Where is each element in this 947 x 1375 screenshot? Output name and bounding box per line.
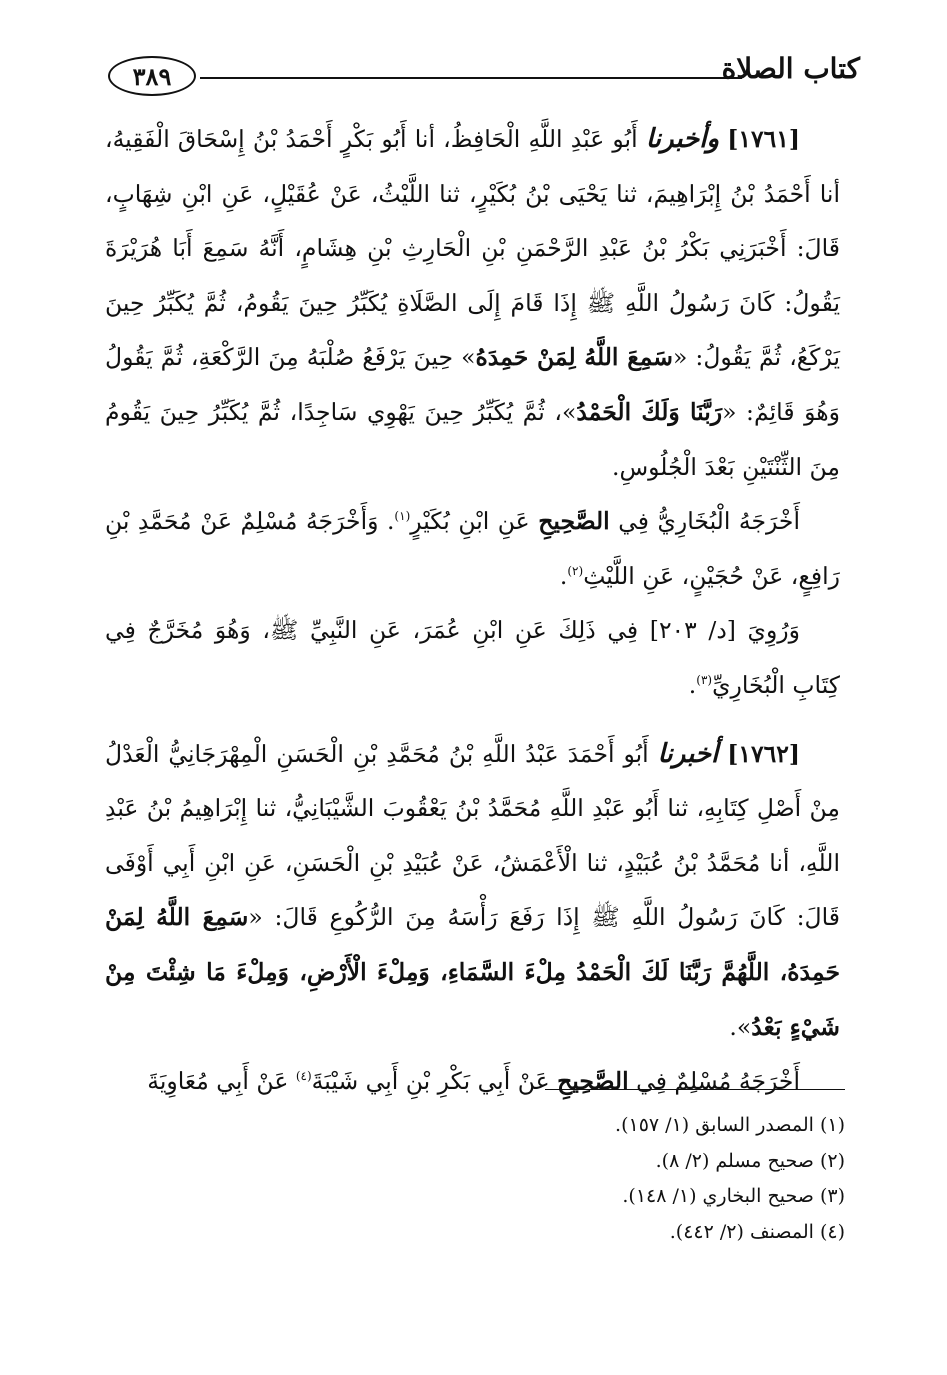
takhrij-text: . xyxy=(559,561,568,590)
footnote-1: (١) المصدر السابق (١/ ١٥٧). xyxy=(615,1114,845,1136)
hadith-text: »، ثُمَّ يُكَبِّرُ حِينَ يَهْوِي سَاجِدًا، ثُمَّ يُكَبِّرُ حِينَ يَقُومُ مِنَ الثِّنْتَيْنِ بَعْدَ الْجُلُوسِ. xyxy=(105,397,840,481)
takhrij-text: . وَأَخْرَجَهُ مُسْلِمٌ عَنْ مُحَمَّدِ بْنِ رَافِعٍ، عَنْ حُجَيْنٍ، عَنِ اللَّيْثِ xyxy=(105,507,840,590)
takhrij-paragraph-2 xyxy=(105,1054,840,1109)
footnote-2: (٢) صحيح مسلم (٢/ ٨). xyxy=(655,1149,845,1172)
takhrij-text: عَنْ أَبِي بَكْرِ بْنِ أَبِي شَيْبَةَ xyxy=(311,1067,550,1096)
hadith-text: ». xyxy=(729,1012,752,1041)
header-rule xyxy=(200,77,742,79)
takhrij-text: أَخْرَجَهُ الْبُخَارِيُّ فِي xyxy=(618,507,800,536)
footnote-separator xyxy=(545,1089,845,1090)
running-title: كتاب الصلاة xyxy=(721,52,860,85)
takhrij-text: عَنِ ابْنِ بُكَيْرٍ xyxy=(410,507,530,536)
note-text: . xyxy=(688,670,697,699)
hadith-number: [١٧٦٢] xyxy=(727,739,800,768)
page-header xyxy=(100,50,860,110)
hadith-text: » حِينَ يَرْفَعُ صُلْبَهُ مِنَ الرَّكْعَةِ، ثُمَّ يَقُولُ وَهُوَ قَائِمٌ: « xyxy=(105,343,840,426)
quoted-dua: سَمِعَ اللَّهُ لِمَنْ حَمِدَهُ xyxy=(475,343,673,372)
main-text xyxy=(105,112,840,1109)
quoted-dua: رَبَّنَا وَلَكَ الْحَمْدُ xyxy=(576,397,723,426)
hadith-text: أَبُو عَبْدِ اللَّهِ الْحَافِظُ، أنا أَبُو بَكْرٍ أَحْمَدُ بْنُ إِسْحَاقَ الْفَقِيهُ، أنا أَحْمَدُ بْنُ إِبْرَاهِيمَ، ثنا يَحْيَى بْنُ بُكَيْرٍ، ثنا اللَّيْثُ، عَنْ عُقَيْلٍ، عَنِ ابْنِ شِهَابٍ، قَالَ: أَخْبَرَنِي بَكْرُ بْنُ عَبْدِ الرَّحْمَنِ بْنِ الْحَارِثِ بْنِ هِشَامٍ، أَنَّهُ سَمِعَ أَبَا هُرَيْرَةَ يَقُولُ: كَانَ رَسُولُ اللَّهِ ﷺ إِذَا قَامَ إِلَى الصَّلَاةِ يُكَبِّرُ حِينَ يَقُومُ، ثُمَّ يُكَبِّرُ حِينَ يَرْكَعُ، ثُمَّ يَقُولُ: « xyxy=(105,125,840,372)
footnote-4: (٤) المصنف (٢/ ٤٤٢). xyxy=(669,1220,845,1243)
takhrij-text: عَنْ أَبِي مُعَاوِيَةَ xyxy=(147,1067,289,1096)
narration-note xyxy=(105,603,840,712)
footnote-ref[interactable]: (٢) xyxy=(567,563,584,578)
book-title: الصَّحِيحِ xyxy=(538,507,610,536)
footnote-ref[interactable]: (١) xyxy=(394,509,411,524)
takhrij-paragraph xyxy=(105,494,840,603)
page-number-badge xyxy=(108,56,196,96)
footnote-ref[interactable]: (٤) xyxy=(295,1069,312,1084)
quoted-dua: سَمِعَ اللَّهُ لِمَنْ حَمِدَهُ، اللَّهُمَّ رَبَّنَا لَكَ الْحَمْدُ مِلْءَ السَّمَاءِ، وَمِلْءَ الْأَرْضِ، وَمِلْءَ مَا شِئْتَ مِنْ شَيْءٍ بَعْدُ xyxy=(105,903,840,1041)
hadith-1762 xyxy=(105,727,840,1055)
lead-word: وأخبرنا xyxy=(645,124,720,154)
hadith-1761 xyxy=(105,112,840,494)
note-text: وَرُوِيَ [د/ ٢٠٣] فِي ذَلِكَ عَنِ ابْنِ عُمَرَ، عَنِ النَّبِيِّ ﷺ، وَهُوَ مُخَرَّجٌ فِي كِتَابِ الْبُخَارِيِّ xyxy=(105,616,840,699)
hadith-text: أَبُو أَحْمَدَ عَبْدُ اللَّهِ بْنُ مُحَمَّدِ بْنِ الْحَسَنِ الْمِهْرَجَانِيُّ الْعَدْلُ مِنْ أَصْلِ كِتَابِهِ، ثنا أَبُو عَبْدِ اللَّهِ مُحَمَّدُ بْنُ يَعْقُوبَ الشَّيْبَانِيُّ، ثنا إِبْرَاهِيمُ بْنُ عَبْدِ اللَّهِ، أنا مُحَمَّدُ بْنُ عُبَيْدٍ، ثنا الْأَعْمَشُ، عَنْ عُبَيْدِ بْنِ الْحَسَنِ، عَنِ ابْنِ أَبِي أَوْفَى قَالَ: كَانَ رَسُولُ اللَّهِ ﷺ إِذَا رَفَعَ رَأْسَهُ مِنَ الرُّكُوعِ قَالَ: « xyxy=(105,739,840,932)
hadith-number: [١٧٦١] xyxy=(727,125,800,153)
lead-word: أخبرنا xyxy=(657,738,719,769)
footnote-ref[interactable]: (٣) xyxy=(696,673,713,688)
paragraph-gap xyxy=(105,713,840,727)
book-title: الصَّحِيحِ xyxy=(557,1067,629,1096)
footnotes xyxy=(300,1108,845,1250)
footnote-3: (٣) صحيح البخاري (١/ ١٤٨). xyxy=(622,1185,845,1207)
page-number: ٣٨٩ xyxy=(132,61,172,91)
takhrij-text: أَخْرَجَهُ مُسْلِمٌ فِي xyxy=(636,1067,800,1096)
